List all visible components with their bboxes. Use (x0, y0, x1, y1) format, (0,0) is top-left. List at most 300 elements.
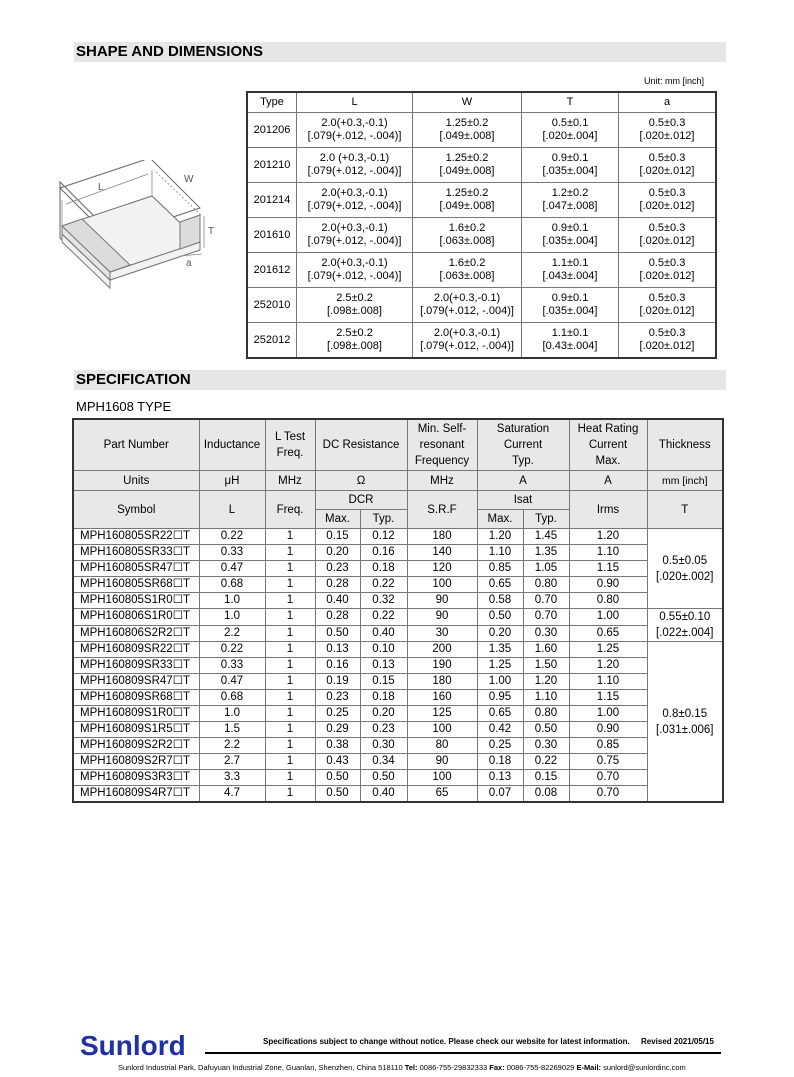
drawing-label-l: L (98, 182, 104, 193)
footer-revised: Revised 2021/05/15 (641, 1037, 714, 1046)
table-cell: 180 (407, 674, 477, 690)
cell-value: 201214 (253, 193, 291, 206)
table-cell: 140 (407, 545, 477, 561)
header-srf-line2: resonant (419, 439, 465, 451)
table-cell (413, 183, 522, 218)
header-srf-line1: Min. Self- (417, 423, 467, 435)
part-number-cell: MPH160805SR22☐T (73, 529, 199, 545)
table-cell (619, 218, 717, 253)
cell-value: 2.0(+0.3,-0.1) (321, 117, 388, 129)
table-cell (297, 113, 413, 148)
thickness-inch: [.020±.002] (656, 570, 714, 583)
table-cell: 0.68 (199, 690, 265, 706)
table-cell: 1.10 (523, 690, 569, 706)
table-cell: 190 (407, 658, 477, 674)
cell-value-inch: [.063±.008] (439, 270, 495, 282)
footer-tel-label: Tel: (404, 1063, 418, 1072)
table-cell: 0.16 (315, 658, 360, 674)
cell-value-inch: [.079(+.012, -.004)] (307, 165, 402, 177)
table-cell: 1.00 (569, 609, 647, 626)
table-row (73, 625, 723, 642)
table-cell: 2.2 (199, 625, 265, 642)
table-cell (522, 253, 619, 288)
table-row (73, 690, 723, 706)
dimensions-header-row (247, 92, 716, 113)
table-cell (413, 288, 522, 323)
part-number-cell: MPH160809S2R7☐T (73, 754, 199, 770)
table-cell: 1 (265, 754, 315, 770)
symbol-isat: Isat (477, 491, 569, 510)
table-row (73, 674, 723, 690)
table-cell: 1.20 (569, 529, 647, 545)
units-srf: MHz (407, 471, 477, 491)
part-number-cell: MPH160806S1R0☐T (73, 609, 199, 626)
table-cell: 2.2 (199, 738, 265, 754)
specification-body (73, 529, 723, 803)
table-cell (247, 183, 297, 218)
table-cell: 1.10 (569, 545, 647, 561)
table-row (73, 642, 723, 658)
table-cell: 1 (265, 770, 315, 786)
cell-value: 2.5±0.2 (336, 327, 373, 339)
table-row (73, 609, 723, 626)
table-cell: 0.28 (315, 577, 360, 593)
table-cell: 100 (407, 722, 477, 738)
table-cell: 1.20 (523, 674, 569, 690)
cell-value: 0.5±0.3 (648, 222, 686, 234)
table-cell: 0.70 (523, 609, 569, 626)
part-number-cell: MPH160809S2R2☐T (73, 738, 199, 754)
cell-value: 252010 (253, 298, 291, 311)
table-cell: 1 (265, 609, 315, 626)
table-cell: 1.05 (523, 561, 569, 577)
table-cell: 100 (407, 770, 477, 786)
cell-value: 2.0 (+0.3,-0.1) (319, 152, 390, 164)
cell-value-inch: [.079(+.012, -.004)] (307, 130, 402, 142)
symbol-isat-max: Max. (477, 510, 523, 529)
header-irms (569, 419, 647, 471)
table-cell: 1.15 (569, 690, 647, 706)
table-cell: 0.20 (477, 625, 523, 642)
units-dcr: Ω (315, 471, 407, 491)
table-cell (297, 253, 413, 288)
part-number-cell: MPH160806S2R2☐T (73, 625, 199, 642)
cell-value: 1.25±0.2 (445, 187, 489, 199)
table-cell (522, 183, 619, 218)
thickness-mm: 0.5±0.05 (662, 554, 708, 567)
part-number-cell: MPH160805SR47☐T (73, 561, 199, 577)
table-cell: 1.0 (199, 609, 265, 626)
table-cell: 0.47 (199, 561, 265, 577)
table-cell (619, 253, 717, 288)
table-cell: 1.50 (523, 658, 569, 674)
footer-address (118, 1063, 686, 1072)
cell-value: 0.9±0.1 (551, 292, 589, 304)
unit-note: Unit: mm [inch] (643, 76, 704, 86)
cell-value: 1.1±0.1 (551, 257, 589, 269)
symbol-irms: Irms (569, 491, 647, 529)
table-cell: 1.10 (569, 674, 647, 690)
table-cell: 0.16 (360, 545, 407, 561)
footer-address-text: Sunlord Industrial Park, Dafuyuan Industrial Zone, Guanlan, Shenzhen, China 518110 (118, 1063, 403, 1072)
table-cell: 0.40 (315, 593, 360, 609)
cell-value-inch: [.020±.012] (639, 200, 695, 212)
table-cell: 1 (265, 658, 315, 674)
thickness-cell (647, 609, 723, 642)
cell-value: 252012 (253, 333, 291, 346)
cell-value: 0.5±0.1 (551, 117, 589, 129)
part-number-cell: MPH160809S4R7☐T (73, 786, 199, 803)
table-cell (247, 323, 297, 359)
table-cell: 1 (265, 738, 315, 754)
units-freq: MHz (265, 471, 315, 491)
table-row (247, 183, 716, 218)
table-cell: 0.50 (315, 786, 360, 803)
footer-rule (205, 1052, 721, 1054)
table-cell: 1.0 (199, 593, 265, 609)
cell-value: 0.5±0.3 (648, 152, 686, 164)
part-number-cell: MPH160809SR68☐T (73, 690, 199, 706)
table-cell: 0.90 (569, 722, 647, 738)
part-number-cell: MPH160805SR33☐T (73, 545, 199, 561)
table-cell: 1 (265, 577, 315, 593)
cell-value: 0.5±0.3 (648, 292, 686, 304)
header-isat-line2: Current (503, 439, 543, 451)
table-cell: 0.50 (315, 770, 360, 786)
table-cell: 120 (407, 561, 477, 577)
part-number-cell: MPH160809SR47☐T (73, 674, 199, 690)
table-cell: 0.38 (315, 738, 360, 754)
table-cell: 90 (407, 609, 477, 626)
units-label: Units (73, 471, 199, 491)
cell-value-inch: [.098±.008] (327, 305, 382, 317)
cell-value-inch: [.043±.004] (542, 270, 598, 282)
table-cell: 0.50 (523, 722, 569, 738)
col-header-type: Type (247, 92, 297, 113)
component-drawing (52, 160, 232, 300)
table-cell: 0.22 (199, 529, 265, 545)
table-row (247, 323, 716, 359)
header-dcr: DC Resistance (315, 419, 407, 471)
part-number-cell: MPH160809SR22☐T (73, 642, 199, 658)
header-srf (407, 419, 477, 471)
cell-value-inch: [.047±.008] (542, 200, 598, 212)
table-row (73, 561, 723, 577)
cell-value-inch: [.079(+.012, -.004)] (307, 270, 402, 282)
part-number-cell: MPH160809S1R0☐T (73, 706, 199, 722)
symbol-srf: S.R.F (407, 491, 477, 529)
table-cell: 1 (265, 561, 315, 577)
table-row (247, 253, 716, 288)
cell-value: 0.9±0.1 (551, 152, 589, 164)
table-cell: 0.18 (360, 561, 407, 577)
cell-value-inch: [.020±.012] (639, 270, 695, 282)
specification-table (72, 418, 724, 803)
symbol-label: Symbol (73, 491, 199, 529)
table-cell: 30 (407, 625, 477, 642)
table-row (73, 786, 723, 803)
table-cell: 0.43 (315, 754, 360, 770)
table-cell: 0.33 (199, 658, 265, 674)
footer-fax: 0086-755-82269029 (506, 1063, 575, 1072)
table-row (73, 722, 723, 738)
spec-header-row (73, 419, 723, 471)
cell-value-inch: [.079(+.012, -.004)] (420, 305, 514, 317)
table-cell: 1 (265, 529, 315, 545)
table-cell: 0.80 (523, 577, 569, 593)
table-cell: 0.30 (360, 738, 407, 754)
cell-value: 2.5±0.2 (336, 292, 373, 304)
header-ltest-line1: L Test (274, 431, 306, 443)
table-row (247, 148, 716, 183)
thickness-mm: 0.55±0.10 (659, 611, 711, 623)
table-cell: 0.20 (315, 545, 360, 561)
table-cell: 1.00 (569, 706, 647, 722)
cell-value-inch: [.020±.012] (639, 130, 695, 142)
header-thickness: Thickness (647, 419, 723, 471)
table-cell (522, 148, 619, 183)
table-cell: 0.65 (477, 577, 523, 593)
symbol-isat-typ: Typ. (523, 510, 569, 529)
table-cell: 160 (407, 690, 477, 706)
units-ind: μH (199, 471, 265, 491)
dimensions-body (247, 113, 716, 359)
table-cell (297, 288, 413, 323)
table-cell (297, 148, 413, 183)
table-cell (413, 218, 522, 253)
table-cell: 0.07 (477, 786, 523, 803)
spec-subtitle: MPH1608 TYPE (76, 399, 172, 414)
cell-value-inch: [.098±.008] (327, 340, 382, 352)
cell-value: 0.5±0.3 (648, 327, 686, 339)
cell-value: 1.2±0.2 (551, 187, 589, 199)
table-cell: 90 (407, 754, 477, 770)
table-cell: 0.95 (477, 690, 523, 706)
cell-value-inch: [.020±.012] (639, 305, 695, 317)
symbol-dcr-max: Max. (315, 510, 360, 529)
table-row (73, 577, 723, 593)
table-cell (247, 218, 297, 253)
header-irms-line3: Max. (595, 455, 621, 467)
table-cell: 1.45 (523, 529, 569, 545)
table-row (73, 529, 723, 545)
table-cell: 0.40 (360, 625, 407, 642)
table-cell: 1.00 (477, 674, 523, 690)
table-cell: 0.50 (477, 609, 523, 626)
table-cell: 0.80 (569, 593, 647, 609)
table-cell: 0.10 (360, 642, 407, 658)
brand-logo: Sunlord (80, 1030, 186, 1061)
table-cell: 0.80 (523, 706, 569, 722)
table-cell: 0.20 (360, 706, 407, 722)
table-row (247, 288, 716, 323)
header-isat (477, 419, 569, 471)
thickness-inch: [.031±.006] (656, 723, 714, 736)
header-ltest (265, 419, 315, 471)
cell-value: 0.5±0.3 (648, 117, 686, 129)
table-cell: 0.12 (360, 529, 407, 545)
cell-value: 2.0(+0.3,-0.1) (321, 257, 388, 269)
table-cell: 1.35 (523, 545, 569, 561)
header-inductance: Inductance (199, 419, 265, 471)
table-cell: 1.10 (477, 545, 523, 561)
table-cell: 0.42 (477, 722, 523, 738)
drawing-label-t: T (208, 226, 215, 237)
symbol-dcr-typ: Typ. (360, 510, 407, 529)
table-cell: 0.23 (315, 690, 360, 706)
part-number-cell: MPH160805S1R0☐T (73, 593, 199, 609)
cell-value: 2.0(+0.3,-0.1) (433, 327, 501, 339)
cell-value: 201610 (253, 228, 291, 241)
units-thick: mm [inch] (647, 471, 723, 491)
table-cell: 0.22 (199, 642, 265, 658)
table-cell (413, 323, 522, 359)
section-title-specification: SPECIFICATION (74, 370, 726, 390)
table-cell (619, 148, 717, 183)
cell-value: 1.6±0.2 (448, 222, 486, 234)
cell-value-inch: [.079(+.012, -.004)] (307, 235, 402, 247)
table-cell (297, 218, 413, 253)
table-cell (522, 218, 619, 253)
table-cell: 0.68 (199, 577, 265, 593)
header-part-number: Part Number (73, 419, 199, 471)
table-row (247, 113, 716, 148)
cell-value: 2.0(+0.3,-0.1) (321, 187, 388, 199)
table-cell: 1 (265, 706, 315, 722)
cell-value: 2.0(+0.3,-0.1) (433, 292, 501, 304)
table-cell: 1.60 (523, 642, 569, 658)
cell-value: 201210 (253, 158, 291, 171)
cell-value-inch: [.035±.004] (542, 235, 598, 247)
header-isat-line1: Saturation (496, 423, 550, 435)
part-number-cell: MPH160809S3R3☐T (73, 770, 199, 786)
table-cell: 180 (407, 529, 477, 545)
table-cell: 0.13 (315, 642, 360, 658)
header-irms-line2: Current (588, 439, 628, 451)
table-cell (297, 323, 413, 359)
table-cell (413, 113, 522, 148)
cell-value-inch: [0.43±.004] (542, 340, 598, 352)
table-cell: 65 (407, 786, 477, 803)
table-cell: 1 (265, 593, 315, 609)
table-cell: 1.35 (477, 642, 523, 658)
table-cell: 1.20 (569, 658, 647, 674)
table-cell: 0.47 (199, 674, 265, 690)
table-cell: 1 (265, 642, 315, 658)
units-irms: A (569, 471, 647, 491)
table-cell: 1.5 (199, 722, 265, 738)
section-title-shape: SHAPE AND DIMENSIONS (74, 42, 726, 62)
table-cell: 0.15 (360, 674, 407, 690)
table-cell: 0.34 (360, 754, 407, 770)
table-cell: 3.3 (199, 770, 265, 786)
table-cell: 0.90 (569, 577, 647, 593)
table-cell: 0.22 (523, 754, 569, 770)
table-cell: 0.30 (523, 625, 569, 642)
table-cell: 1 (265, 722, 315, 738)
spec-symbol-row (73, 491, 723, 510)
table-cell: 0.15 (315, 529, 360, 545)
table-cell (247, 288, 297, 323)
table-cell (413, 148, 522, 183)
drawing-label-a: a (186, 258, 192, 269)
cell-value-inch: [.020±.004] (542, 130, 598, 142)
table-cell: 0.85 (477, 561, 523, 577)
cell-value: 0.5±0.3 (648, 257, 686, 269)
table-cell: 0.85 (569, 738, 647, 754)
footer-fax-label: Fax: (489, 1063, 505, 1072)
table-cell: 0.23 (360, 722, 407, 738)
table-cell: 0.70 (523, 593, 569, 609)
table-cell (522, 113, 619, 148)
part-number-cell: MPH160809S1R5☐T (73, 722, 199, 738)
thickness-cell (647, 642, 723, 803)
table-cell (247, 253, 297, 288)
table-cell (522, 288, 619, 323)
symbol-ind: L (199, 491, 265, 529)
table-row (73, 658, 723, 674)
table-cell: 0.22 (360, 609, 407, 626)
table-cell: 0.58 (477, 593, 523, 609)
thickness-inch: [.022±.004] (656, 627, 714, 639)
part-number-cell: MPH160809SR33☐T (73, 658, 199, 674)
table-cell: 0.13 (477, 770, 523, 786)
table-cell: 1 (265, 786, 315, 803)
cell-value: 201206 (253, 123, 291, 136)
table-cell: 0.18 (477, 754, 523, 770)
drawing-label-w: W (184, 174, 194, 185)
table-cell (619, 323, 717, 359)
table-cell: 1 (265, 625, 315, 642)
table-cell (297, 183, 413, 218)
symbol-dcr: DCR (315, 491, 407, 510)
table-cell: 200 (407, 642, 477, 658)
col-header-w: W (413, 92, 522, 113)
col-header-a: a (619, 92, 717, 113)
table-cell: 0.25 (315, 706, 360, 722)
header-srf-line3: Frequency (414, 455, 470, 467)
cell-value: 1.25±0.2 (445, 117, 489, 129)
thickness-cell (647, 529, 723, 609)
table-cell: 0.50 (315, 625, 360, 642)
table-cell: 1.25 (569, 642, 647, 658)
table-cell (247, 148, 297, 183)
cell-value: 0.9±0.1 (551, 222, 589, 234)
cell-value-inch: [.049±.008] (439, 130, 495, 142)
cell-value: 1.6±0.2 (448, 257, 486, 269)
footer-tel: 0086-755-29832333 (419, 1063, 488, 1072)
table-cell: 0.30 (523, 738, 569, 754)
cell-value-inch: [.049±.008] (439, 200, 495, 212)
symbol-thick: T (647, 491, 723, 529)
table-cell: 1 (265, 674, 315, 690)
header-ltest-line2: Freq. (276, 447, 304, 459)
cell-value: 1.25±0.2 (445, 152, 489, 164)
table-cell: 0.28 (315, 609, 360, 626)
cell-value-inch: [.035±.004] (542, 305, 598, 317)
cell-value-inch: [.063±.008] (439, 235, 495, 247)
table-cell: 1 (265, 690, 315, 706)
table-cell: 0.65 (569, 625, 647, 642)
table-cell: 0.70 (569, 786, 647, 803)
cell-value: 1.1±0.1 (551, 327, 589, 339)
part-number-cell: MPH160805SR68☐T (73, 577, 199, 593)
table-cell (522, 323, 619, 359)
table-cell (247, 113, 297, 148)
table-cell: 0.13 (360, 658, 407, 674)
table-cell: 0.29 (315, 722, 360, 738)
table-cell (413, 253, 522, 288)
